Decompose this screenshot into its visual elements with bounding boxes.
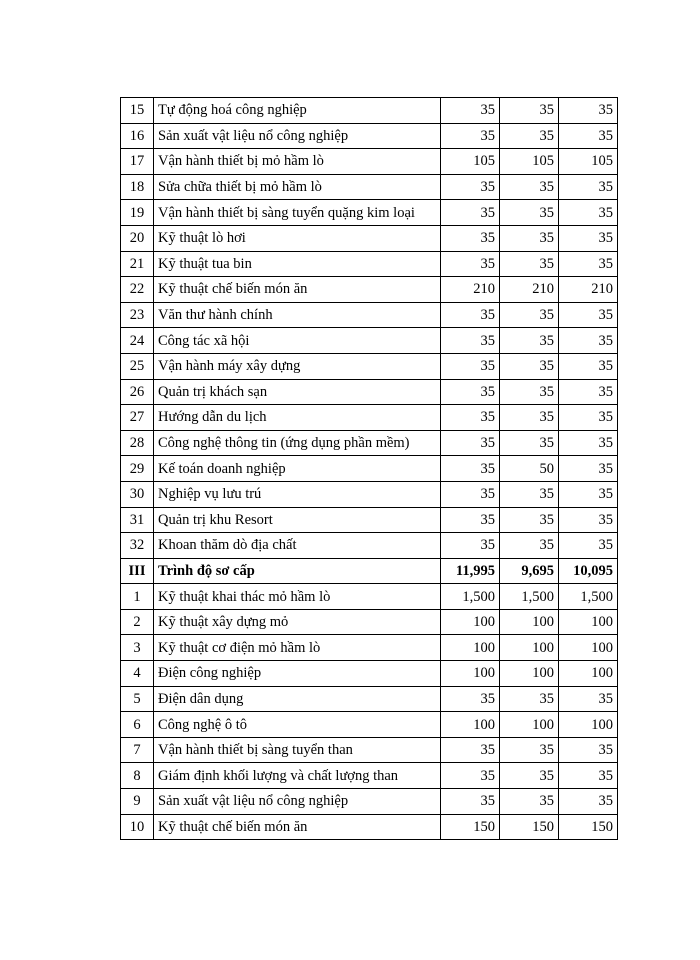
program-name-cell: Sản xuất vật liệu nổ công nghiệp bbox=[154, 789, 441, 815]
program-name-cell: Kỹ thuật xây dựng mỏ bbox=[154, 609, 441, 635]
program-name-cell: Kỹ thuật chế biến món ăn bbox=[154, 277, 441, 303]
value-3-cell: 210 bbox=[559, 277, 618, 303]
program-name-cell: Khoan thăm dò địa chất bbox=[154, 533, 441, 559]
value-2-cell: 100 bbox=[500, 609, 559, 635]
value-3-cell: 150 bbox=[559, 814, 618, 840]
program-name-cell: Vận hành thiết bị mỏ hầm lò bbox=[154, 149, 441, 175]
program-name-cell: Kế toán doanh nghiệp bbox=[154, 456, 441, 482]
row-number-cell: 5 bbox=[121, 686, 154, 712]
value-1-cell: 35 bbox=[441, 225, 500, 251]
value-2-cell: 35 bbox=[500, 379, 559, 405]
value-2-cell: 35 bbox=[500, 686, 559, 712]
value-3-cell: 35 bbox=[559, 379, 618, 405]
row-number-cell: 29 bbox=[121, 456, 154, 482]
table-row bbox=[121, 533, 618, 559]
program-name-cell: Văn thư hành chính bbox=[154, 302, 441, 328]
value-2-cell: 1,500 bbox=[500, 584, 559, 610]
value-1-cell: 35 bbox=[441, 456, 500, 482]
row-number-cell: 10 bbox=[121, 814, 154, 840]
table-row bbox=[121, 584, 618, 610]
row-number-cell: III bbox=[121, 558, 154, 584]
value-3-cell: 35 bbox=[559, 430, 618, 456]
program-name-cell: Kỹ thuật tua bin bbox=[154, 251, 441, 277]
table-row bbox=[121, 149, 618, 175]
table-row bbox=[121, 789, 618, 815]
value-1-cell: 35 bbox=[441, 200, 500, 226]
program-name-cell: Giám định khối lượng và chất lượng than bbox=[154, 763, 441, 789]
table-row bbox=[121, 712, 618, 738]
value-3-cell: 10,095 bbox=[559, 558, 618, 584]
row-number-cell: 19 bbox=[121, 200, 154, 226]
value-1-cell: 100 bbox=[441, 635, 500, 661]
value-3-cell: 35 bbox=[559, 225, 618, 251]
value-1-cell: 100 bbox=[441, 609, 500, 635]
value-1-cell: 35 bbox=[441, 533, 500, 559]
value-1-cell: 35 bbox=[441, 481, 500, 507]
table-row bbox=[121, 507, 618, 533]
row-number-cell: 27 bbox=[121, 405, 154, 431]
program-name-cell: Quản trị khu Resort bbox=[154, 507, 441, 533]
value-3-cell: 35 bbox=[559, 302, 618, 328]
value-3-cell: 35 bbox=[559, 405, 618, 431]
row-number-cell: 18 bbox=[121, 174, 154, 200]
table-row bbox=[121, 123, 618, 149]
row-number-cell: 25 bbox=[121, 353, 154, 379]
value-2-cell: 100 bbox=[500, 712, 559, 738]
value-2-cell: 9,695 bbox=[500, 558, 559, 584]
table-row bbox=[121, 635, 618, 661]
table-row bbox=[121, 661, 618, 687]
table-row bbox=[121, 353, 618, 379]
value-3-cell: 35 bbox=[559, 686, 618, 712]
value-2-cell: 100 bbox=[500, 661, 559, 687]
program-name-cell: Sửa chữa thiết bị mỏ hầm lò bbox=[154, 174, 441, 200]
value-3-cell: 100 bbox=[559, 712, 618, 738]
value-1-cell: 100 bbox=[441, 712, 500, 738]
row-number-cell: 32 bbox=[121, 533, 154, 559]
value-3-cell: 35 bbox=[559, 98, 618, 124]
value-3-cell: 35 bbox=[559, 737, 618, 763]
value-1-cell: 210 bbox=[441, 277, 500, 303]
value-1-cell: 35 bbox=[441, 405, 500, 431]
value-1-cell: 35 bbox=[441, 98, 500, 124]
value-1-cell: 35 bbox=[441, 507, 500, 533]
row-number-cell: 8 bbox=[121, 763, 154, 789]
row-number-cell: 17 bbox=[121, 149, 154, 175]
value-3-cell: 100 bbox=[559, 635, 618, 661]
program-name-cell: Quản trị khách sạn bbox=[154, 379, 441, 405]
program-name-cell: Vận hành thiết bị sàng tuyển quặng kim loại bbox=[154, 200, 441, 226]
value-1-cell: 35 bbox=[441, 763, 500, 789]
value-2-cell: 35 bbox=[500, 123, 559, 149]
table-row bbox=[121, 200, 618, 226]
program-name-cell: Điện dân dụng bbox=[154, 686, 441, 712]
table-row bbox=[121, 814, 618, 840]
value-2-cell: 35 bbox=[500, 174, 559, 200]
value-3-cell: 35 bbox=[559, 789, 618, 815]
row-number-cell: 2 bbox=[121, 609, 154, 635]
program-name-cell: Công nghệ thông tin (ứng dụng phần mềm) bbox=[154, 430, 441, 456]
program-name-cell: Trình độ sơ cấp bbox=[154, 558, 441, 584]
value-3-cell: 100 bbox=[559, 609, 618, 635]
program-name-cell: Điện công nghiệp bbox=[154, 661, 441, 687]
value-3-cell: 35 bbox=[559, 456, 618, 482]
value-2-cell: 35 bbox=[500, 430, 559, 456]
value-3-cell: 105 bbox=[559, 149, 618, 175]
program-name-cell: Công nghệ ô tô bbox=[154, 712, 441, 738]
program-name-cell: Kỹ thuật khai thác mỏ hầm lò bbox=[154, 584, 441, 610]
value-3-cell: 35 bbox=[559, 763, 618, 789]
row-number-cell: 15 bbox=[121, 98, 154, 124]
value-1-cell: 1,500 bbox=[441, 584, 500, 610]
value-1-cell: 35 bbox=[441, 251, 500, 277]
value-3-cell: 35 bbox=[559, 353, 618, 379]
table-row bbox=[121, 225, 618, 251]
table-row bbox=[121, 328, 618, 354]
row-number-cell: 6 bbox=[121, 712, 154, 738]
program-name-cell: Sản xuất vật liệu nổ công nghiệp bbox=[154, 123, 441, 149]
row-number-cell: 3 bbox=[121, 635, 154, 661]
value-2-cell: 35 bbox=[500, 737, 559, 763]
program-name-cell: Tự động hoá công nghiệp bbox=[154, 98, 441, 124]
row-number-cell: 16 bbox=[121, 123, 154, 149]
row-number-cell: 7 bbox=[121, 737, 154, 763]
table-row bbox=[121, 379, 618, 405]
program-name-cell: Công tác xã hội bbox=[154, 328, 441, 354]
row-number-cell: 4 bbox=[121, 661, 154, 687]
value-3-cell: 100 bbox=[559, 661, 618, 687]
value-1-cell: 35 bbox=[441, 328, 500, 354]
value-1-cell: 35 bbox=[441, 789, 500, 815]
value-1-cell: 35 bbox=[441, 123, 500, 149]
value-2-cell: 35 bbox=[500, 98, 559, 124]
value-2-cell: 35 bbox=[500, 481, 559, 507]
row-number-cell: 1 bbox=[121, 584, 154, 610]
program-name-cell: Kỹ thuật cơ điện mỏ hầm lò bbox=[154, 635, 441, 661]
value-2-cell: 210 bbox=[500, 277, 559, 303]
value-2-cell: 35 bbox=[500, 353, 559, 379]
value-3-cell: 35 bbox=[559, 481, 618, 507]
table-row bbox=[121, 481, 618, 507]
row-number-cell: 20 bbox=[121, 225, 154, 251]
value-1-cell: 35 bbox=[441, 737, 500, 763]
table-row bbox=[121, 686, 618, 712]
table-row bbox=[121, 456, 618, 482]
value-1-cell: 105 bbox=[441, 149, 500, 175]
data-table bbox=[120, 97, 618, 840]
value-1-cell: 35 bbox=[441, 353, 500, 379]
value-3-cell: 35 bbox=[559, 174, 618, 200]
value-3-cell: 35 bbox=[559, 251, 618, 277]
program-name-cell: Vận hành máy xây dựng bbox=[154, 353, 441, 379]
value-1-cell: 35 bbox=[441, 379, 500, 405]
value-3-cell: 35 bbox=[559, 123, 618, 149]
program-name-cell: Hướng dẫn du lịch bbox=[154, 405, 441, 431]
table-row bbox=[121, 174, 618, 200]
table-row bbox=[121, 430, 618, 456]
row-number-cell: 21 bbox=[121, 251, 154, 277]
value-2-cell: 35 bbox=[500, 200, 559, 226]
value-2-cell: 35 bbox=[500, 789, 559, 815]
program-name-cell: Kỹ thuật chế biến món ăn bbox=[154, 814, 441, 840]
value-2-cell: 150 bbox=[500, 814, 559, 840]
row-number-cell: 31 bbox=[121, 507, 154, 533]
table-row bbox=[121, 98, 618, 124]
table-row bbox=[121, 302, 618, 328]
program-name-cell: Kỹ thuật lò hơi bbox=[154, 225, 441, 251]
table-row bbox=[121, 251, 618, 277]
row-number-cell: 9 bbox=[121, 789, 154, 815]
value-2-cell: 35 bbox=[500, 507, 559, 533]
row-number-cell: 22 bbox=[121, 277, 154, 303]
value-2-cell: 35 bbox=[500, 763, 559, 789]
value-2-cell: 35 bbox=[500, 533, 559, 559]
row-number-cell: 30 bbox=[121, 481, 154, 507]
value-3-cell: 35 bbox=[559, 328, 618, 354]
table-body bbox=[121, 98, 618, 840]
value-3-cell: 1,500 bbox=[559, 584, 618, 610]
program-name-cell: Nghiệp vụ lưu trú bbox=[154, 481, 441, 507]
value-1-cell: 100 bbox=[441, 661, 500, 687]
value-1-cell: 35 bbox=[441, 302, 500, 328]
value-1-cell: 35 bbox=[441, 686, 500, 712]
value-1-cell: 11,995 bbox=[441, 558, 500, 584]
section-row bbox=[121, 558, 618, 584]
table-row bbox=[121, 763, 618, 789]
table-row bbox=[121, 405, 618, 431]
value-2-cell: 35 bbox=[500, 251, 559, 277]
value-3-cell: 35 bbox=[559, 200, 618, 226]
value-2-cell: 35 bbox=[500, 405, 559, 431]
row-number-cell: 23 bbox=[121, 302, 154, 328]
value-2-cell: 35 bbox=[500, 302, 559, 328]
table-row bbox=[121, 277, 618, 303]
value-1-cell: 35 bbox=[441, 174, 500, 200]
row-number-cell: 28 bbox=[121, 430, 154, 456]
value-2-cell: 50 bbox=[500, 456, 559, 482]
value-2-cell: 35 bbox=[500, 328, 559, 354]
value-3-cell: 35 bbox=[559, 533, 618, 559]
row-number-cell: 26 bbox=[121, 379, 154, 405]
value-2-cell: 100 bbox=[500, 635, 559, 661]
value-3-cell: 35 bbox=[559, 507, 618, 533]
table-row bbox=[121, 609, 618, 635]
table-row bbox=[121, 737, 618, 763]
program-name-cell: Vận hành thiết bị sàng tuyển than bbox=[154, 737, 441, 763]
value-1-cell: 35 bbox=[441, 430, 500, 456]
row-number-cell: 24 bbox=[121, 328, 154, 354]
value-1-cell: 150 bbox=[441, 814, 500, 840]
value-2-cell: 35 bbox=[500, 225, 559, 251]
value-2-cell: 105 bbox=[500, 149, 559, 175]
